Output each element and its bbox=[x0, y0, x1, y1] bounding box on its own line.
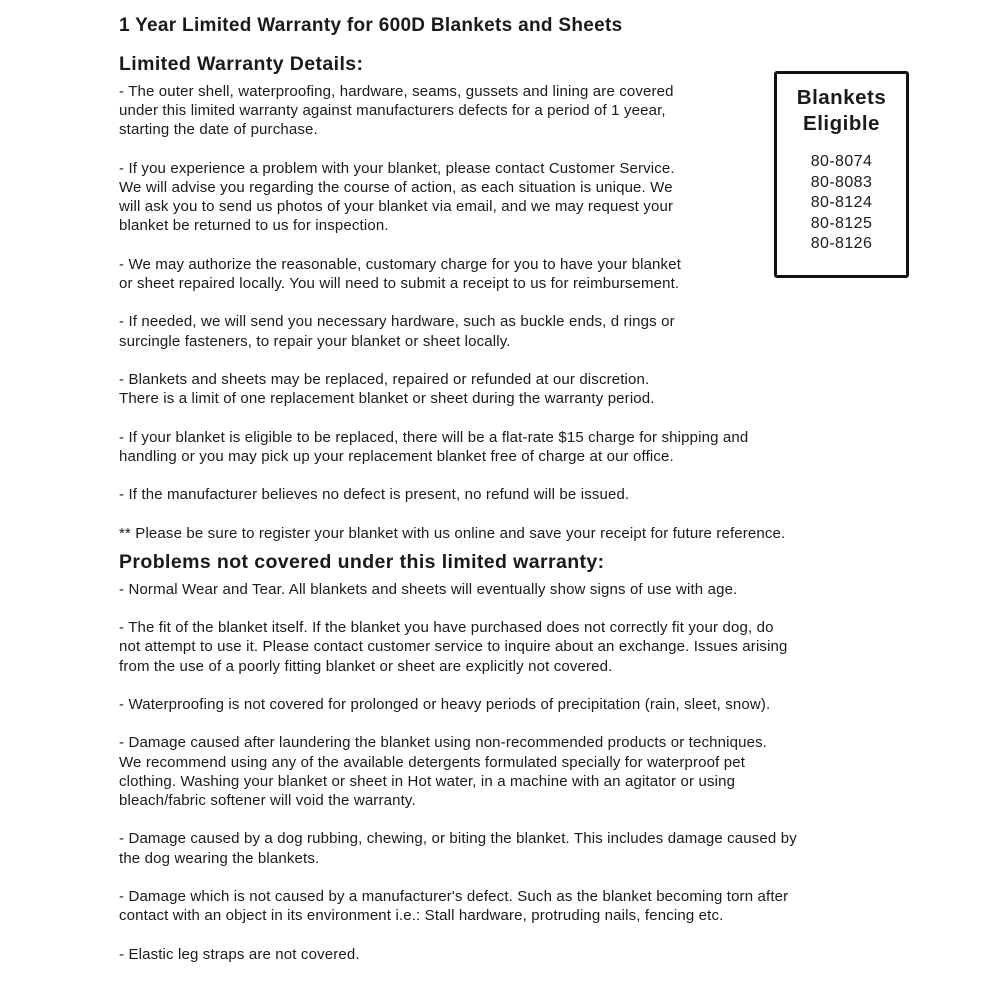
problems-paragraph: - Normal Wear and Tear. All blankets and sheets will eventually show signs of use with age. bbox=[119, 580, 738, 598]
eligible-model-number: 80-8125 bbox=[810, 214, 873, 232]
problems-not-covered-heading: Problems not covered under this limited warranty: bbox=[119, 550, 605, 573]
details-paragraph: - Blankets and sheets may be replaced, repaired or refunded at our discretion. There is a limit of one replacement blanket or sheet during the warranty period. bbox=[119, 370, 655, 408]
details-paragraph: - We may authorize the reasonable, customary charge for you to have your blanket or sheet repaired locally. You will need to submit a receipt to us for reimbursement. bbox=[119, 255, 682, 292]
details-paragraph: - If your blanket is eligible to be replaced, there will be a flat-rate $15 charge for shipping and handling or you may pick up your replacement blanket free of charge at our office. bbox=[119, 428, 749, 465]
blankets-eligible-title: Blankets Eligible bbox=[796, 86, 887, 135]
details-paragraph: - If the manufacturer believes no defect is present, no refund will be issued. bbox=[119, 486, 630, 504]
problems-paragraph: - The fit of the blanket itself. If the blanket you have purchased does not correctly fit your dog, do not attempt to use it. Please contact customer service to inquire about an exchange. Issues arising from the use of a poorly fitting blanket or sheet are explicitly not covered. bbox=[119, 619, 788, 675]
eligible-model-number: 80-8083 bbox=[810, 173, 873, 191]
problems-paragraph: - Damage caused after laundering the blanket using non-recommended products or techniques. We recommend using any of the available detergents formulated specially for waterproof pet clothing. Washing your blanket or sheet in Hot water, in a machine with an agitator or using bleach/fabric softener will void the warranty. bbox=[119, 734, 768, 809]
details-paragraph: - The outer shell, waterproofing, hardware, seams, gussets and lining are covered under this limited warranty against manufacturers defects for a period of 1 yeear, starting the date of purchase. bbox=[119, 83, 674, 139]
problems-paragraph: - Waterproofing is not covered for prolonged or heavy periods of precipitation (rain, sleet, snow). bbox=[119, 695, 771, 713]
eligible-model-number: 80-8074 bbox=[810, 153, 873, 170]
details-paragraph: - If needed, we will send you necessary hardware, such as buckle ends, d rings or surcingle fasteners, to repair your blanket or sheet locally. bbox=[119, 313, 675, 350]
problems-not-covered-section bbox=[119, 580, 909, 964]
details-paragraph: - If you experience a problem with your blanket, please contact Customer Service. We will advise you regarding the course of action, as each situation is unique. We will ask you to send us photos of your blanket via email, and we may request your blanket be returned to us for inspection. bbox=[119, 159, 675, 235]
blankets-eligible-box bbox=[774, 71, 909, 278]
problems-paragraph: - Damage which is not caused by a manufacturer's defect. Such as the blanket becoming torn after contact with an object in its environment i.e.: Stall hardware, protruding nails, fencing etc. bbox=[119, 887, 789, 925]
problems-paragraph: - Elastic leg straps are not covered. bbox=[119, 945, 360, 963]
eligible-model-list bbox=[777, 152, 906, 255]
eligible-model-number: 80-8126 bbox=[810, 235, 873, 253]
warranty-details-heading: Limited Warranty Details: bbox=[119, 53, 364, 75]
register-note: ** Please be sure to register your blanket with us online and save your receipt for future reference. bbox=[119, 524, 786, 542]
problems-paragraph: - Damage caused by a dog rubbing, chewing, or biting the blanket. This includes damage caused by the dog wearing the blankets. bbox=[119, 830, 797, 867]
eligible-model-number: 80-8124 bbox=[810, 194, 873, 212]
document-title: 1 Year Limited Warranty for 600D Blankets and Sheets bbox=[119, 15, 623, 36]
